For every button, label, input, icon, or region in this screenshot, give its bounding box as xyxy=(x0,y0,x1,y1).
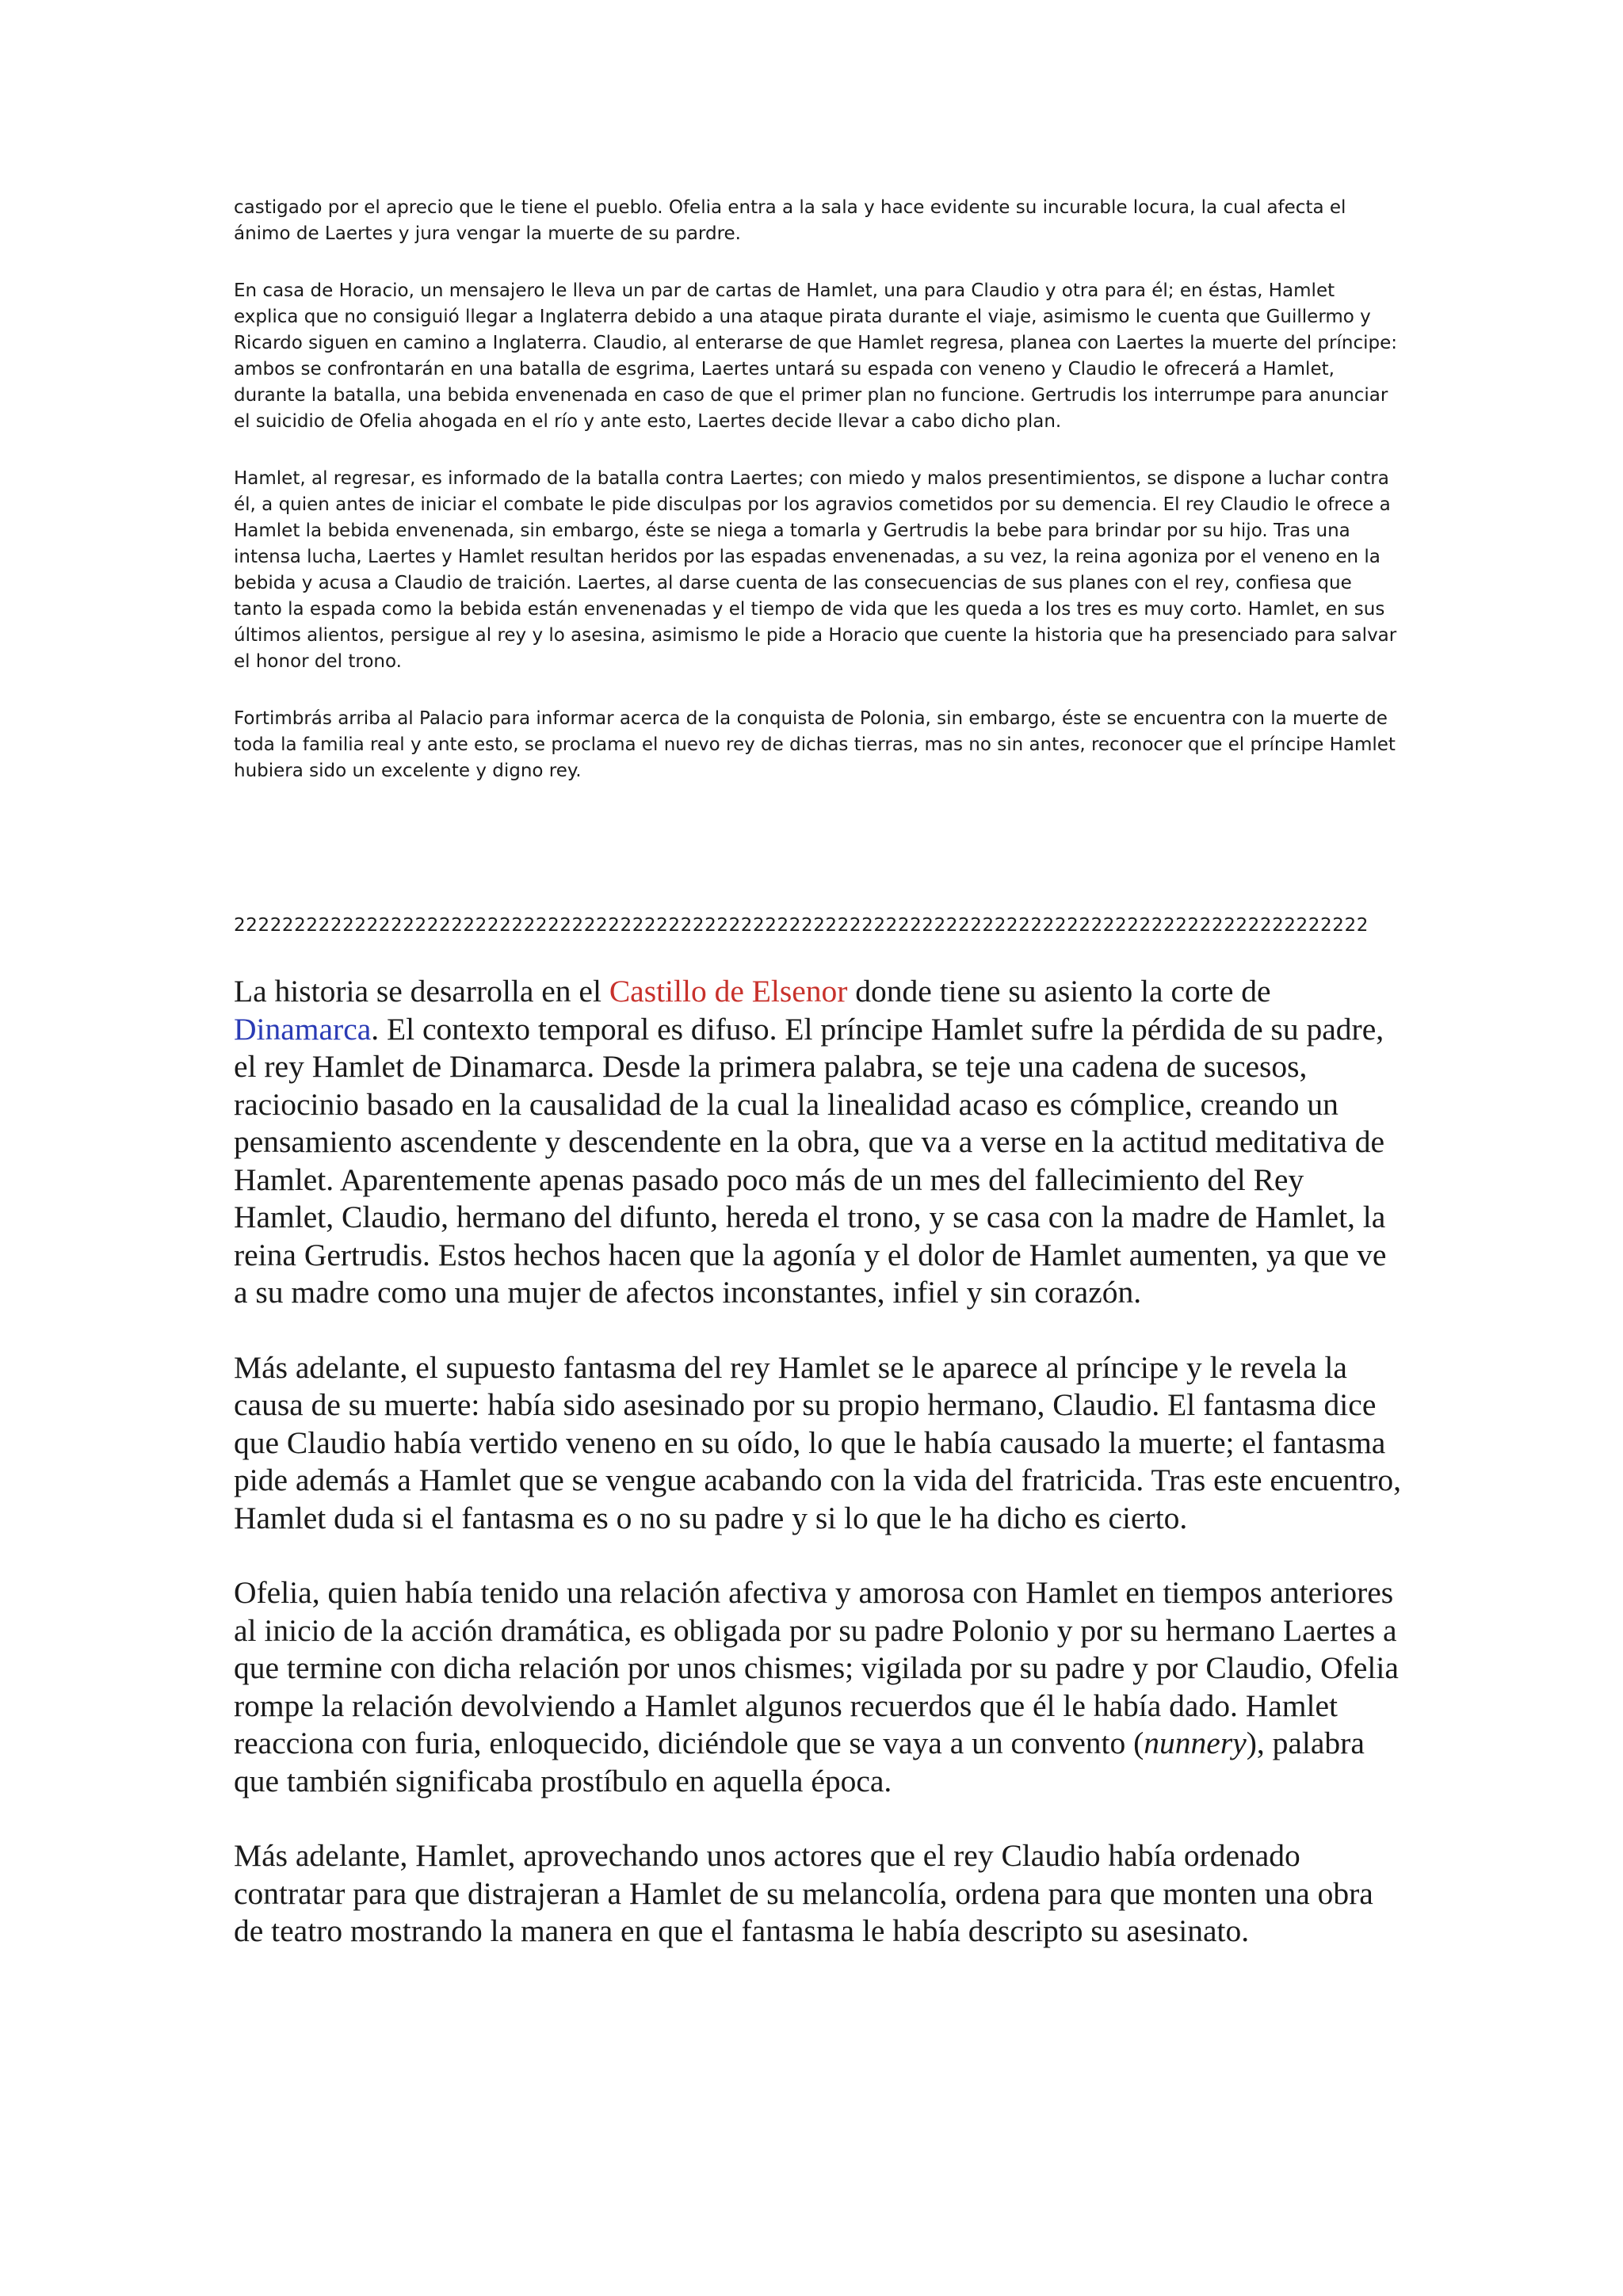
story-paragraph-1 xyxy=(234,973,1407,1312)
summary-paragraph-2: En casa de Horacio, un mensajero le lleva un par de cartas de Hamlet, una para Claudio y otra para él; en éstas, Hamlet explica que no consiguió llegar a Inglaterra debido a una ataque pirata durante el viaje, asimismo le cuenta que Guillermo y Ricardo siguen en camino a Inglaterra. Claudio, al enterarse de que Hamlet regresa, planea con Laertes la muerte del príncipe: ambos se confrontarán en una batalla de esgrima, Laertes untará su espada con veneno y Claudio le ofrecerá a Hamlet, durante la batalla, una bebida envenenada en caso de que el primer plan no funcione. Gertrudis los interrumpe para anunciar el suicidio de Ofelia ahogada en el río y ante esto, Laertes decide llevar a cabo dicho plan. xyxy=(234,280,1397,432)
story-text: . El contexto temporal es difuso. El príncipe Hamlet sufre la pérdida de su padre, el rey Hamlet de Dinamarca. Desde la primera palabra, se teje una cadena de sucesos, raciocinio basado en la causalidad de la cual la linealidad acaso es cómplice, creando un pensamiento ascendente y descendente en la obra, que va a verse en la actitud meditativa de Hamlet. Aparentemente apenas pasado poco más de un mes del fallecimiento del Rey Hamlet, Claudio, hermano del difunto, hereda el trono, y se casa con la madre de Hamlet, la reina Gertrudis. Estos hechos hacen que la agonía y el dolor de Hamlet aumenten, ya que ve a su madre como una mujer de afectos inconstantes, infiel y sin corazón. xyxy=(234,1011,1387,1310)
nunnery-term: nunnery xyxy=(1144,1726,1247,1760)
summary-section xyxy=(234,195,1403,815)
divider-text: 2222222222222222222222222222222222222222222222222222222222222222222222222222222222222222222222 xyxy=(234,915,1369,936)
story-section xyxy=(234,973,1407,1988)
story-text: donde tiene su asiento la corte de xyxy=(847,974,1271,1009)
story-paragraph-3 xyxy=(234,1574,1407,1800)
summary-paragraph-4: Fortimbrás arriba al Palacio para informar acerca de la conquista de Polonia, sin embargo, éste se encuentra con la muerte de toda la familia real y ante esto, se proclama el nuevo rey de dichas tierras, mas no sin antes, reconocer que el príncipe Hamlet hubiera sido un excelente y digno rey. xyxy=(234,708,1396,781)
summary-paragraph-1: castigado por el aprecio que le tiene el pueblo. Ofelia entra a la sala y hace evidente su incurable locura, la cual afecta el ánimo de Laertes y jura vengar la muerte de su pardre. xyxy=(234,197,1346,244)
dinamarca-link[interactable]: Dinamarca xyxy=(234,1011,372,1047)
summary-paragraph-3: Hamlet, al regresar, es informado de la batalla contra Laertes; con miedo y malos presentimientos, se dispone a luchar contra él, a quien antes de iniciar el combate le pide disculpas por los agravios cometidos por su demencia. El rey Claudio le ofrece a Hamlet la bebida envenenada, sin embargo, éste se niega a tomarla y Gertrudis la bebe para brindar por su hijo. Tras una intensa lucha, Laertes y Hamlet resultan heridos por las espadas envenenadas, a su vez, la reina agoniza por el veneno en la bebida y acusa a Claudio de traición. Laertes, al darse cuenta de las consecuencias de sus planes con el rey, confiesa que tanto la espada como la bebida están envenenadas y el tiempo de vida que les queda a los tres es muy corto. Hamlet, en sus últimos alientos, persigue al rey y lo asesina, asimismo le pide a Horacio que cuente la historia que ha presenciado para salvar el honor del trono. xyxy=(234,468,1397,672)
story-paragraph-4: Más adelante, Hamlet, aprovechando unos actores que el rey Claudio había ordenado contratar para que distrajeran a Hamlet de su melancolía, ordena para que monten una obra de teatro mostrando la manera en que el fantasma le había descripto su asesinato. xyxy=(234,1838,1373,1948)
story-text: La historia se desarrolla en el xyxy=(234,974,609,1009)
story-text: Ofelia, quien había tenido una relación afectiva y amorosa con Hamlet en tiempos anteriores al inicio de la acción dramática, es obligada por su padre Polonio y por su hermano Laertes a que termine con dicha relación por unos chismes; vigilada por su padre y por Claudio, Ofelia rompe la relación devolviendo a Hamlet algunos recuerdos que él le había dado. Hamlet reacciona con furia, enloquecido, diciéndole que se vaya a un convento ( xyxy=(234,1575,1399,1760)
story-text: ), palabra que también significaba prostíbulo en aquella época. xyxy=(234,1726,1365,1798)
castillo-elsenor-link[interactable]: Castillo de Elsenor xyxy=(609,974,848,1009)
story-paragraph-2: Más adelante, el supuesto fantasma del rey Hamlet se le aparece al príncipe y le revela la causa de su muerte: había sido asesinado por su propio hermano, Claudio. El fantasma dice que Claudio había vertido veneno en su oído, lo que le había causado la muerte; el fantasma pide además a Hamlet que se vengue acabando con la vida del fratricida. Tras este encuentro, Hamlet duda si el fantasma es o no su padre y si lo que le ha dicho es cierto. xyxy=(234,1349,1401,1535)
